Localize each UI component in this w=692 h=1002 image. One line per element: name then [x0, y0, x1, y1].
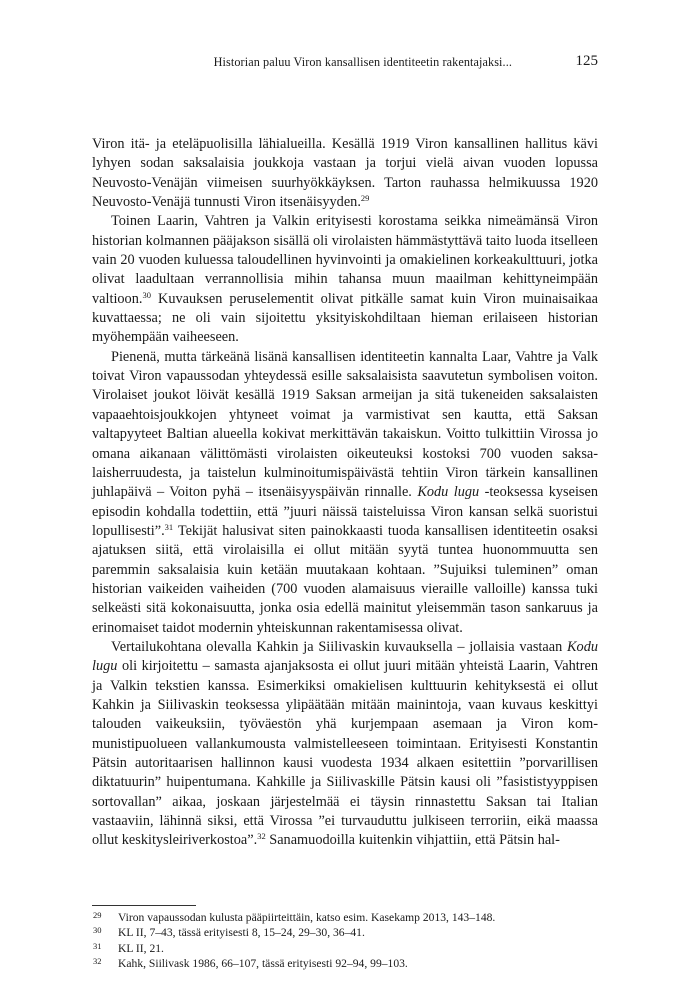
- footnote-ref-32: 32: [257, 831, 266, 842]
- footnote-ref-31: 31: [164, 521, 174, 532]
- footnote-number: 32: [93, 955, 102, 966]
- body-text: [92, 135, 598, 851]
- paragraph-3-text-c: Tekijät halusivat siten painokkaasti tuoda kansallisen identiteetin osaksi ajatuksen siitä, että virolaisilla ei ollut mitään syytä tuntea huonommuutta sen paremmin saksalaisia kuin ketään muutakaan kohtaan. ”Sujuiksi tuleminen” oman historian vaikeiden vaiheiden (700 vuoden alamaisuus vieraille valloille) kanssa tuki selkeästi sitä kokonaisuutta, jonka osia edellä mainitut yleisemmän tason sankaruus ja erinomaiset taidot modernin yhteiskunnan rakentamisessa olivat.: [92, 522, 598, 636]
- running-head: [92, 53, 598, 73]
- paragraph-2: [92, 212, 598, 347]
- footnote-number: 31: [93, 940, 102, 951]
- footnote-separator: [92, 905, 196, 906]
- paragraph-3-text-a: Pienenä, mutta tärkeänä lisänä kansallisen identiteetin kannalta Laar, Vahtre ja Valk toivat Viron vapaussodan yhteydessä esille saksalaisista saavutetun symbolisen voiton. Virolaiset joukot löivät kesällä 1919 Saksan armeijan ja sitä tukeneiden saksalaisten vapaaehtoisjoukkojen yhtyneet voimat ja varmistivat sen kautta, että Saksan valtapyyteet Baltian alueella kokivat merkittävän takaiskun. Voitto tulkittiin Virossa jo omana aikanaan välittömästi virolaisten oikeuteuksi kostoksi 700 vuoden saksalaisherruudesta, ja taistelun kulminoitumispäivästä tehtiin Viron tärkein kansallinen juhlapäivä – Voiton pyhä – itsenäisyyspäivän rinnalle.: [92, 348, 598, 501]
- footnote-text: KL II, 21.: [118, 941, 164, 955]
- footnote-text: Viron vapaussodan kulusta pääpiirteittäin, katso esim. Kasekamp 2013, 143–148.: [118, 911, 496, 924]
- footnote: [92, 956, 598, 971]
- paragraph-3-text-b: -teoksessa kyseisen episodin kohdalla todettiin, että ”juuri näissä taisteluissa Viron kansan selkä suoristui lopullisesti”.: [92, 484, 598, 539]
- footnote-ref-30: 30: [142, 289, 151, 300]
- footnote-text: KL II, 7–43, tässä erityisesti 8, 15–24, 29–30, 36–41.: [118, 926, 365, 940]
- paragraph-4-text-a: Vertailukohtana olevalla Kahkin ja Siilivaskin kuvauksella – jollaisia vastaan: [111, 638, 568, 655]
- paragraph-1-text: Viron itä- ja eteläpuolisilla lähialueilla. Kesällä 1919 Viron kansallinen hallitus kävi lyhyen sodan saksalaisia joukkoja vastaan ja torjui vielä aivan vuoden lopussa Neuvosto-Venäjän viimeisen suurhyökkäyksen. Tarton rauhassa helmikuussa 1920 Neuvosto-Venäjä tunnusti Viron itsenäisyyden.: [92, 136, 598, 211]
- paragraph-1: [92, 135, 598, 212]
- page-number: 125: [575, 53, 598, 69]
- book-title-italic: Kodu lugu: [417, 484, 480, 501]
- footnote: [92, 925, 598, 940]
- paragraph-4: [92, 638, 598, 851]
- paragraph-4-text-c: Sanamuodoilla kuitenkin vihjattiin, että Pätsin hal-: [265, 832, 560, 849]
- footnotes: [92, 910, 598, 971]
- paragraph-2-text-b: Kuvauksen peruselementit olivat pitkälle samat kuin Viron muinaisaikaa kuvattaessa; ne oli vain sijoitettu yksityiskohdiltaan hieman erilaiseen historian myöhempään vaiheeseen.: [92, 290, 598, 346]
- footnote: [92, 941, 598, 956]
- footnote-ref-29: 29: [360, 193, 370, 204]
- running-title: Historian paluu Viron kansallisen identiteetin rakentajaksi...: [213, 55, 512, 69]
- paragraph-3: [92, 348, 598, 638]
- paragraph-4-text-b: oli kirjoitettu – samasta ajanjaksosta ei ollut juuri mitään yhteistä Laarin, Vahtren ja Valkin tekstien kanssa. Esimerkiksi omakielisen kulttuurin kehityksestä ei ollut Kahkin ja Siilivaskin teoksessa ylipäätään mitään mainintoja, vaan kuvaus keskittyi talouden vaikeuksiin, työväestön yhä kurjempaan asemaan ja Viron kommunistipuolueen vallankumousta valmistelleeseen toimintaan. Erityisesti Konstantin Pätsin autoritaarisen hallinnon kausi vuodesta 1934 alkaen esitettiin ”porvarillisen diktatuurin” huipentumana. Kahkille ja Siilivaskille Pätsin kausi oli ”fasististyyppisen sortovallan” aikaa, joskaan järjestelmää ei täysin rinnastettu Saksan tai Italian vastaaviin, lähinnä siksi, että Virossa ”ei turvauduttu julkiseen terroriin, eikä maassa ollut keskitysleiriverkostoa”.: [92, 658, 598, 849]
- footnote-text: Kahk, Siilivask 1986, 66–107, tässä erityisesti 92–94, 99–103.: [118, 956, 408, 970]
- footnote-number: 29: [93, 910, 102, 920]
- book-title-italic: Kodu lugu: [92, 638, 598, 675]
- footnote: [92, 910, 598, 925]
- footnote-number: 30: [93, 925, 102, 936]
- paragraph-2-text-a: Toinen Laarin, Vahtren ja Valkin erityisesti korostama seikka nimeämänsä Viron historian kolmannen pääjakson sisällä oli virolaisten hämmästyttävä taito luoda itselleen vain 20 vuoden kuluessa taloudellinen hyvinvointi ja omakielinen korkeakulttuuri, jotka olivat laadultaan verrannollisia mihin tahansa muun maailman kehittyneimpään valtioon.: [92, 213, 598, 307]
